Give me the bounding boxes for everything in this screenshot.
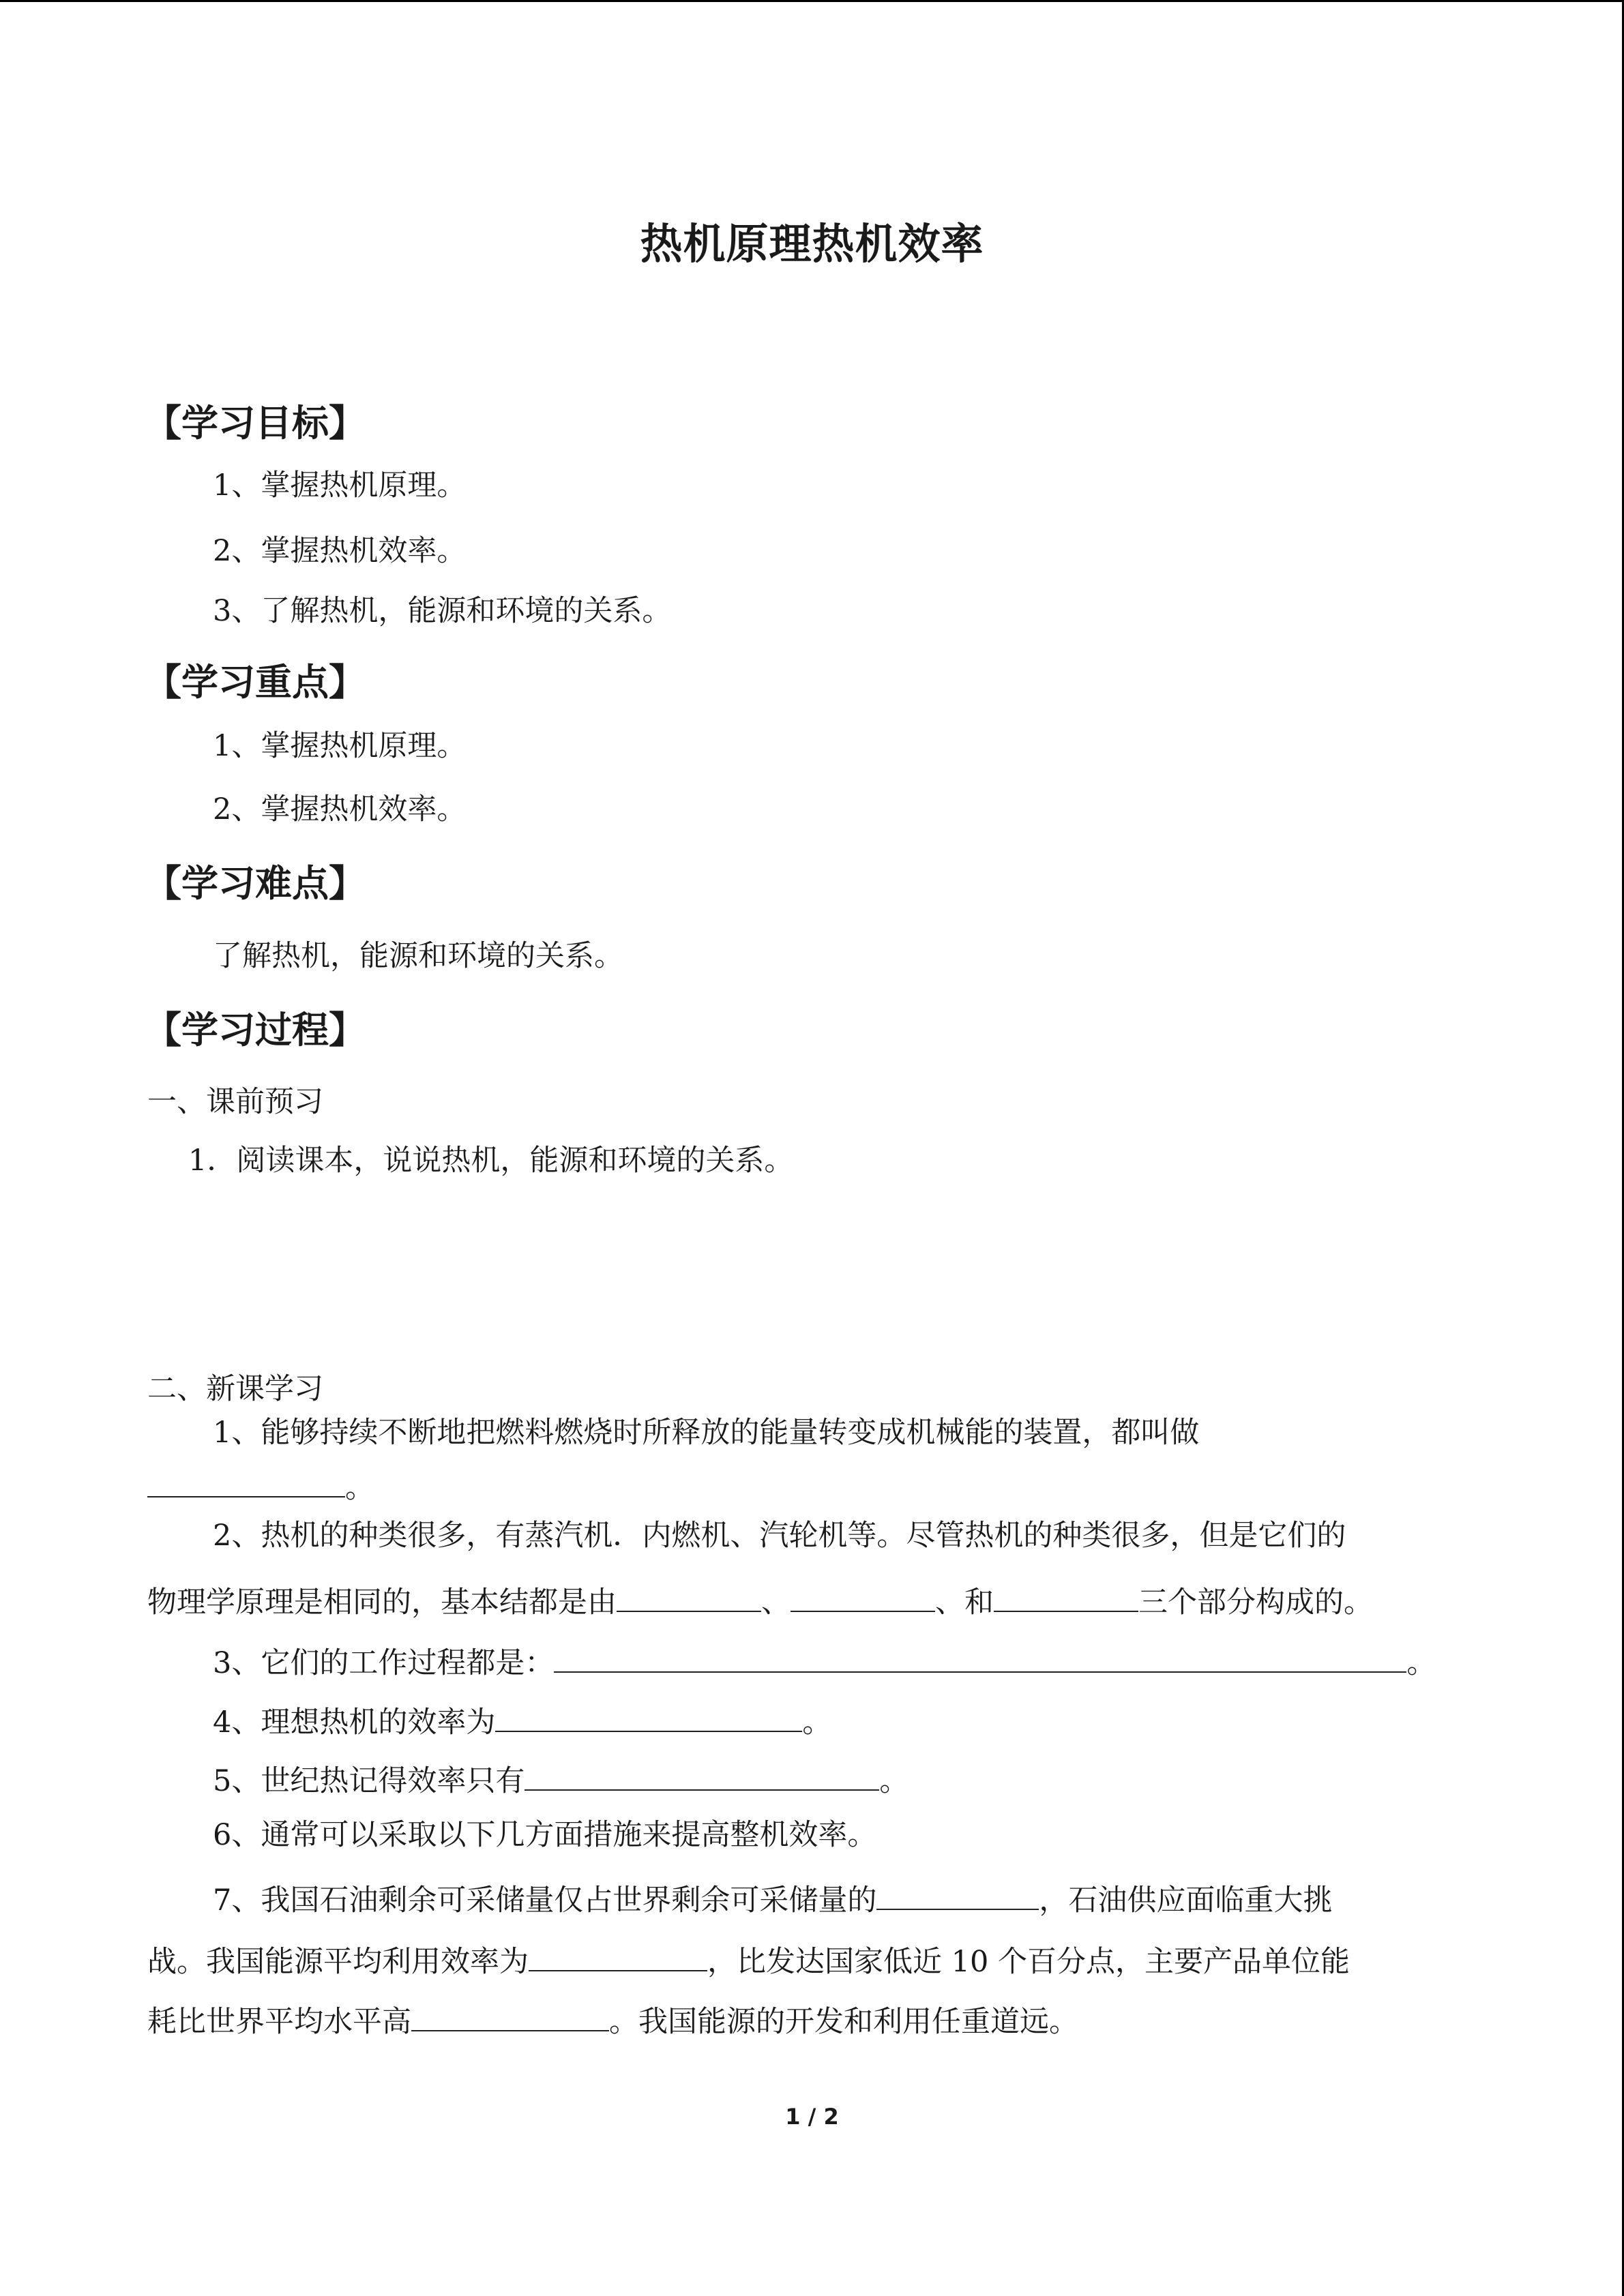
answer-blank[interactable] bbox=[525, 1761, 879, 1791]
answer-blank[interactable] bbox=[495, 1703, 802, 1732]
answer-blank[interactable] bbox=[529, 1942, 707, 1971]
goal-item: 2、掌握热机效率。 bbox=[213, 534, 467, 568]
answer-blank[interactable] bbox=[554, 1643, 1406, 1673]
difficulty-text: 了解热机，能源和环境的关系。 bbox=[213, 939, 623, 973]
keypoint-item: 1、掌握热机原理。 bbox=[213, 729, 467, 763]
heading-keypoints: 【学习重点】 bbox=[145, 661, 366, 704]
answer-blank[interactable] bbox=[791, 1583, 935, 1612]
question-7-line2: 战。我国能源平均利用效率为 ，比发达国家低近 10 个百分点，主要产品单位能 bbox=[147, 1942, 1350, 1977]
goal-item: 3、了解热机，能源和环境的关系。 bbox=[213, 594, 672, 628]
goal-item: 1、掌握热机原理。 bbox=[213, 468, 467, 503]
heading-goals: 【学习目标】 bbox=[145, 402, 366, 445]
question-7-line3: 耗比世界平均水平高 。我国能源的开发和利用任重道远。 bbox=[147, 2002, 1078, 2037]
answer-blank[interactable] bbox=[411, 2002, 609, 2031]
preview-item: 1．阅读课本，说说热机，能源和环境的关系。 bbox=[188, 1144, 794, 1178]
question-4: 4、理想热机的效率为 。 bbox=[213, 1703, 831, 1738]
question-2-line1: 2、热机的种类很多，有蒸汽机．内燃机、汽轮机等。尽管热机的种类很多，但是它们的 bbox=[213, 1519, 1346, 1553]
answer-blank[interactable] bbox=[876, 1881, 1039, 1910]
question-5: 5、世纪热记得效率只有 。 bbox=[213, 1761, 909, 1796]
keypoint-item: 2、掌握热机效率。 bbox=[213, 792, 467, 826]
question-6: 6、通常可以采取以下几方面措施来提高整机效率。 bbox=[213, 1818, 877, 1852]
heading-process: 【学习过程】 bbox=[145, 1009, 366, 1052]
answer-blank[interactable] bbox=[147, 1468, 345, 1497]
answer-blank[interactable] bbox=[617, 1583, 761, 1612]
question-2-line2: 物理学原理是相同的，基本结都是由 、 、和 三个部分构成的。 bbox=[147, 1583, 1373, 1617]
question-1-line2: 。 bbox=[147, 1468, 374, 1503]
heading-difficulties: 【学习难点】 bbox=[145, 862, 366, 905]
newlesson-title: 二、新课学习 bbox=[147, 1372, 323, 1406]
answer-blank[interactable] bbox=[994, 1583, 1138, 1612]
question-1-line1: 1、能够持续不断地把燃料燃烧时所释放的能量转变成机械能的装置，都叫做 bbox=[213, 1416, 1200, 1450]
document-title: 热机原理热机效率 bbox=[640, 219, 984, 269]
question-3: 3、它们的工作过程都是： 。 bbox=[213, 1643, 1436, 1678]
page-number: 1 / 2 bbox=[785, 2104, 839, 2130]
preview-title: 一、课前预习 bbox=[147, 1085, 323, 1119]
question-7-line1: 7、我国石油剩余可采储量仅占世界剩余可采储量的 ，石油供应面临重大挑 bbox=[213, 1881, 1332, 1915]
